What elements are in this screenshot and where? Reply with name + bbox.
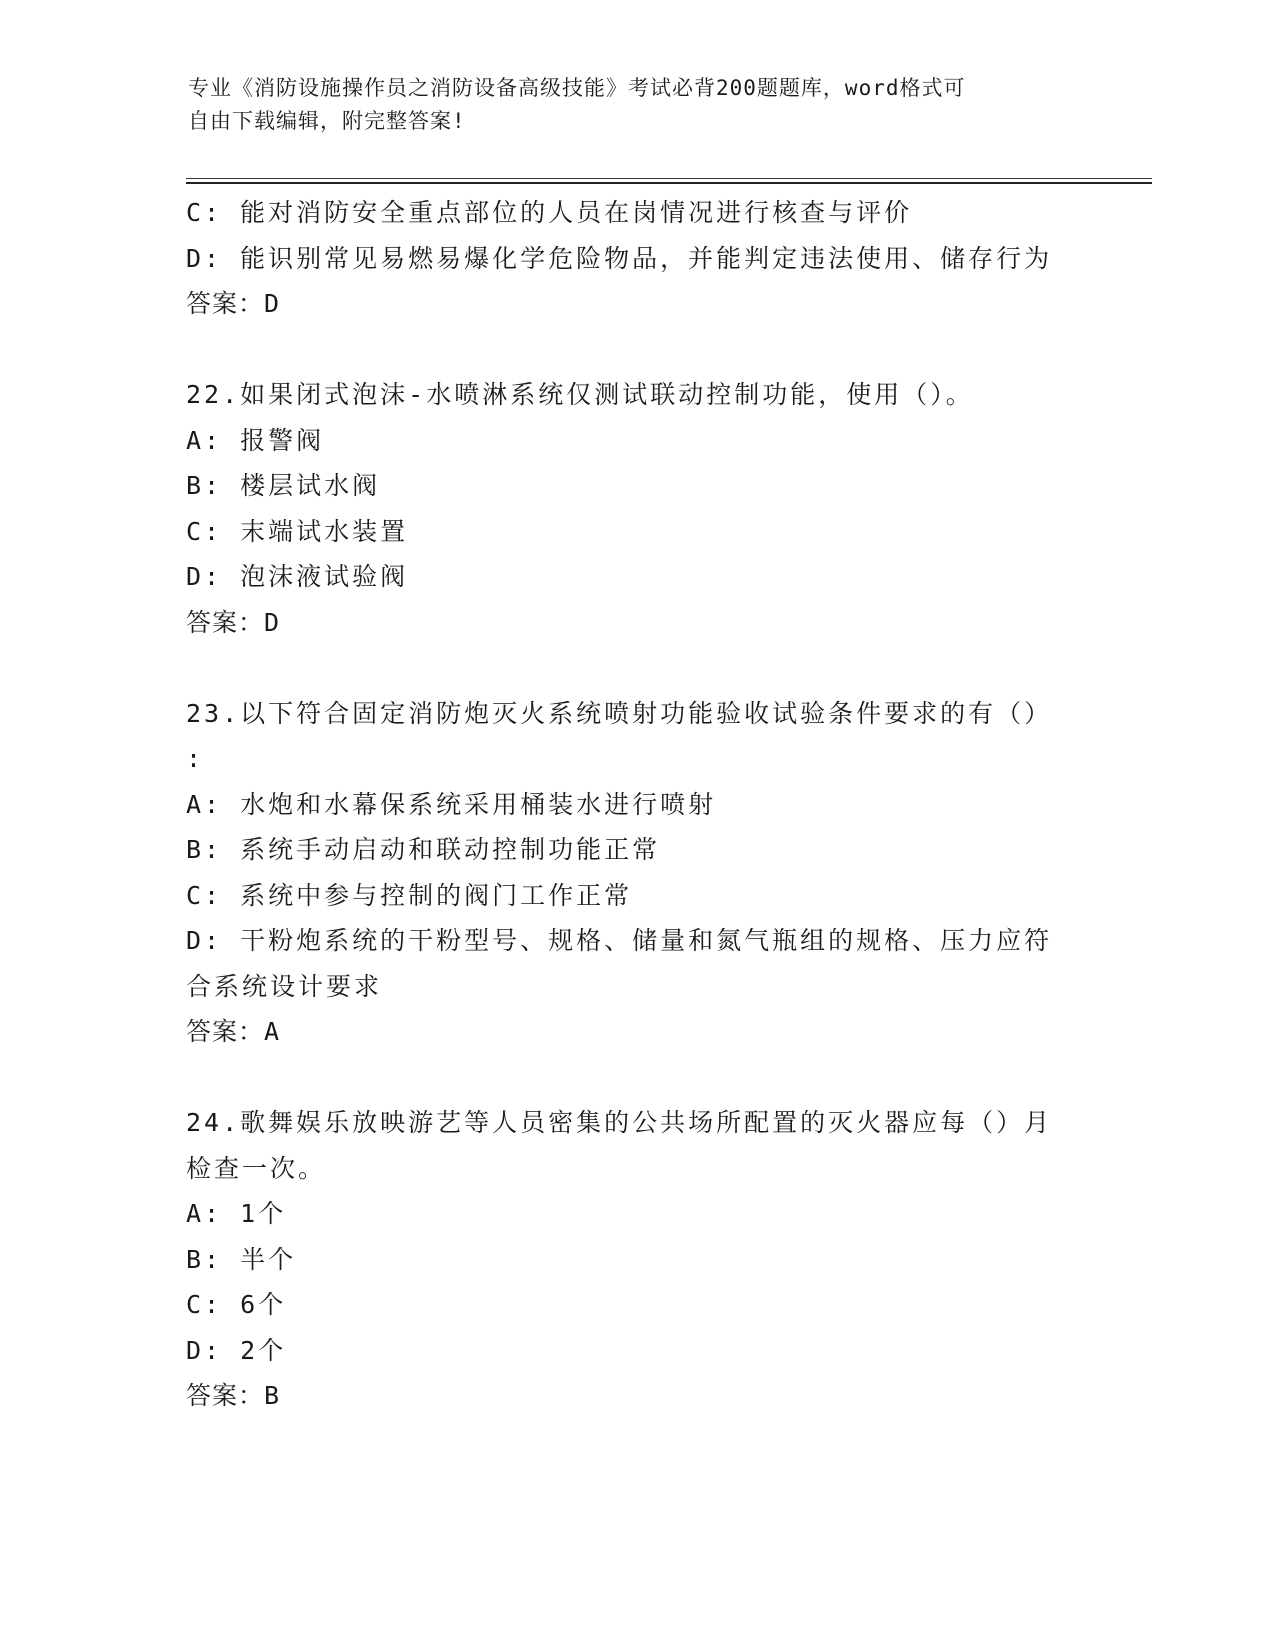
option-d: D: 能识别常见易燃易爆化学危险物品，并能判定违法使用、储存行为 <box>186 243 1053 273</box>
question-22 <box>186 372 1076 645</box>
option-d-line-1: D: 干粉炮系统的干粉型号、规格、储量和氮气瓶组的规格、压力应符 <box>186 926 1053 955</box>
question-stem: 22.如果闭式泡沫-水喷淋系统仅测试联动控制功能，使用（）。 <box>186 380 974 409</box>
option-b: B: 楼层试水阀 <box>186 471 381 500</box>
option-c: C: 6个 <box>186 1290 287 1319</box>
question-stem-line-1: 23.以下符合固定消防炮灭火系统喷射功能验收试验条件要求的有（） <box>186 698 1053 728</box>
question-21-fragment <box>186 190 1076 327</box>
option-d: D: 2个 <box>186 1335 287 1365</box>
spacer <box>186 645 1076 691</box>
option-d-line-2: 合系统设计要求 <box>186 971 383 1001</box>
option-d: D: 泡沫液试验阀 <box>186 562 409 591</box>
spacer <box>186 327 1076 373</box>
option-b: B: 系统手动启动和联动控制功能正常 <box>186 835 661 864</box>
question-24 <box>186 1100 1076 1419</box>
header-divider-thick <box>186 182 1152 184</box>
question-stem-line-1: 24.歌舞娱乐放映游艺等人员密集的公共场所配置的灭火器应每（）月 <box>186 1108 1053 1137</box>
answer: 答案：A <box>186 1017 281 1046</box>
header-divider-thin <box>186 178 1152 179</box>
answer: 答案：D <box>186 289 281 318</box>
question-23 <box>186 691 1076 1055</box>
document-header <box>188 72 1068 138</box>
option-a: A: 报警阀 <box>186 425 325 455</box>
document-body <box>186 190 1076 1419</box>
option-c: C: 系统中参与控制的阀门工作正常 <box>186 880 633 910</box>
answer: 答案：B <box>186 1381 281 1410</box>
option-a: A: 水炮和水幕保系统采用桶装水进行喷射 <box>186 789 717 819</box>
question-stem-line-2: : <box>186 744 205 773</box>
answer: 答案：D <box>186 607 281 637</box>
option-c: C: 能对消防安全重点部位的人员在岗情况进行核查与评价 <box>186 198 913 227</box>
header-line-2: 自由下载编辑，附完整答案! <box>188 109 466 133</box>
spacer <box>186 1055 1076 1101</box>
option-c: C: 末端试水装置 <box>186 516 409 546</box>
option-a: A: 1个 <box>186 1199 287 1228</box>
question-stem-line-2: 检查一次。 <box>186 1153 327 1183</box>
option-b: B: 半个 <box>186 1244 297 1274</box>
header-line-1: 专业《消防设施操作员之消防设备高级技能》考试必背200题题库，word格式可 <box>188 76 966 100</box>
